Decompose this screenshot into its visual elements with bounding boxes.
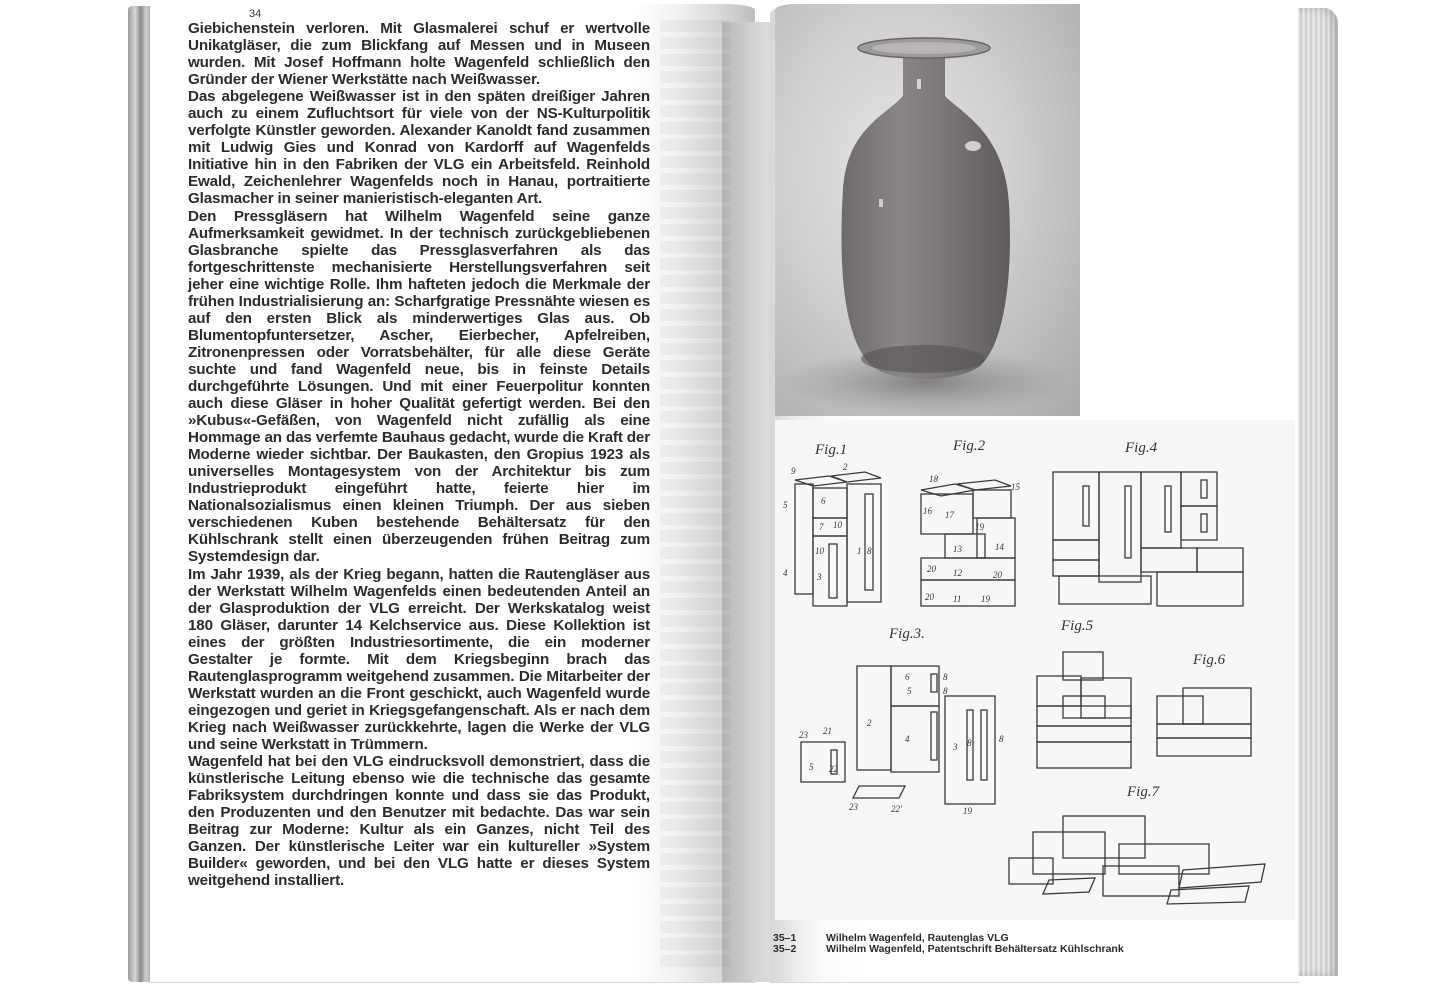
vase-opening: [872, 42, 976, 54]
svg-text:23: 23: [799, 730, 808, 740]
svg-text:23: 23: [849, 802, 858, 812]
svg-text:8: 8: [967, 738, 972, 748]
paragraph: Das abgelegene Weißwasser ist in den späten dreißiger Jahren auch zu einem Zufluchtsort für viele von der NS-Kulturpolitik verfolgte Künstler geworden. Alexander Kanoldt fand zusammen mit Ludwig Gies und Konrad von Kardorff auf Wagenfelds Initiative hin in den Fabriken der VLG ein Arbeitsfeld. Reinhold Ewald, Zeichenlehrer Wagenfelds noch in Hanau, portraitierte Glasmacher in seiner manieristisch-eleganten Art.: [188, 88, 650, 208]
svg-text:13: 13: [953, 544, 962, 554]
svg-text:16: 16: [923, 506, 932, 516]
svg-text:17: 17: [945, 510, 954, 520]
vase-highlight: [965, 141, 981, 151]
svg-text:19: 19: [975, 522, 984, 532]
svg-text:8: 8: [943, 686, 948, 696]
fig6-label: Fig.6: [1193, 652, 1226, 668]
svg-text:19: 19: [963, 806, 972, 816]
svg-text:3: 3: [953, 742, 958, 752]
patent-drawings: [775, 420, 1295, 920]
vase-photo: [775, 4, 1080, 416]
fig1-drawing: [781, 462, 901, 612]
svg-text:5: 5: [809, 762, 814, 772]
svg-text:20: 20: [993, 570, 1002, 580]
fig2-label: Fig.2: [953, 438, 986, 454]
paragraph: Wagenfeld hat bei den VLG eindrucksvoll demonstriert, dass die künstlerische Leitung ebenso wie die technische das gesamte Fabriksystem durchdringen konnte und dass sie das Produkt, den Produzenten und den Benutzer mit bedachte. Das war sein Beitrag zur Moderne: Kultur als ein Ganzes, nicht Teil des Ganzen. Der künstlerische Leiter war ein kultureller »System Builder« geworden, und bei den VLG hatte er dieses System weitgehend installiert.: [188, 753, 650, 890]
fig5-drawing: [1029, 642, 1149, 772]
vase-base: [861, 345, 985, 373]
fig5-label: Fig.5: [1061, 618, 1094, 634]
svg-text:10: 10: [815, 546, 824, 556]
svg-text:20: 20: [925, 592, 934, 602]
fig4-drawing: [1047, 460, 1247, 610]
svg-text:5: 5: [783, 500, 788, 510]
svg-text:8: 8: [943, 672, 948, 682]
svg-text:22: 22: [829, 764, 838, 774]
fig3-drawing: [795, 646, 1025, 816]
svg-text:18: 18: [929, 474, 938, 484]
caption-text: Wilhelm Wagenfeld, Rautenglas VLG: [826, 932, 1009, 944]
svg-text:22': 22': [891, 804, 902, 814]
svg-text:12: 12: [953, 568, 962, 578]
fig4-label: Fig.4: [1125, 440, 1158, 456]
fig7-label: Fig.7: [1127, 784, 1160, 800]
right-page-stack-edge: [1298, 8, 1338, 976]
caption-text: Wilhelm Wagenfeld, Patentschrift Behältersatz Kühlschrank: [826, 943, 1124, 955]
svg-text:11: 11: [953, 594, 962, 604]
svg-text:19: 19: [981, 594, 990, 604]
paragraph: Im Jahr 1939, als der Krieg begann, hatten die Rautengläser aus der Werkstatt Wilhelm Wagenfelds einen bedeutenden Anteil an der Glasproduktion der VLG erreicht. Der Werkskatalog weist 180 Gläser, darunter 14 Kelchservice aus. Diese Kollektion ist eines der größten Industriesortimente, die ein moderner Gestalter je formte. Mit dem Kriegsbeginn brach das Rautenglasprogramm weitgehend zusammen. Die Mitarbeiter der Werkstatt wurden an die Front geschickt, auch Wagenfeld wurde eingezogen und geriet in Kriegsgefangenschaft. Als er nach dem Krieg nach Weißwasser zurückkehrte, lagen die Werke der VLG und seine Werkstatt in Trümmern.: [188, 565, 650, 753]
vase-illustration: [775, 4, 1080, 416]
caption-number: 35–2: [773, 943, 797, 955]
svg-text:10: 10: [833, 520, 842, 530]
fig6-drawing: [1153, 682, 1263, 762]
svg-text:20: 20: [927, 564, 936, 574]
svg-text:7: 7: [819, 522, 824, 532]
vase-highlight: [917, 79, 921, 89]
svg-text:9: 9: [791, 466, 796, 476]
svg-text:2: 2: [843, 462, 848, 472]
body-text: [188, 20, 650, 889]
figure-captions: [773, 933, 1233, 955]
svg-text:5: 5: [907, 686, 912, 696]
svg-text:2: 2: [867, 718, 872, 728]
svg-text:6: 6: [905, 672, 910, 682]
svg-text:1: 1: [857, 546, 862, 556]
svg-text:6: 6: [821, 496, 826, 506]
svg-text:3: 3: [817, 572, 822, 582]
book-gutter: [722, 22, 774, 982]
paragraph: Giebichenstein verloren. Mit Glasmalerei schuf er wertvolle Unikatgläser, die zum Blickfang auf Messen und in Museen wurden. Mit Josef Hoffmann holte Wagenfeld schließlich den Gründer der Wiener Werkstätte nach Weißwasser.: [188, 20, 650, 89]
svg-text:4: 4: [783, 568, 788, 578]
fig2-drawing: [915, 460, 1035, 610]
fig7-drawing: [1003, 806, 1273, 906]
fig3-label: Fig.3.: [889, 626, 925, 642]
svg-text:14: 14: [995, 542, 1004, 552]
fig1-label: Fig.1: [815, 442, 848, 458]
svg-text:8: 8: [999, 734, 1004, 744]
page-number: 34: [249, 8, 262, 20]
caption-row: [773, 944, 1233, 955]
caption-number: 35–1: [773, 932, 797, 944]
vase-body: [841, 52, 1010, 379]
paragraph: Den Pressgläsern hat Wilhelm Wagenfeld seine ganze Aufmerksamkeit gewidmet. In der technisch zurückgebliebenen Glasbranche spielte das Pressglasverfahren als das fortgeschrittenste mechanisierte Herstellungsverfahren seit jeher eine wichtige Rolle. Ihm hafteten jedoch die Merkmale der frühen Industrialisierung an: Scharfgratige Pressnähte wiesen es auf den ersten Blick als minderwertiges Glas aus. Ob Blumentopfuntersetzer, Ascher, Eierbecher, Apfelreiben, Zitronenpressen oder Vorratsbehälter, für alle diese Geräte suchte und fand Wagenfeld neue, bis in feinste Details durchgeführte Lösungen. Und mit einer Feuerpolitur konnten auch diese Gläser in hoher Qualität gefertigt werden. Bei den »Kubus«-Gefäßen, von Wagenfeld nicht zufällig als eine Hommage an das verfemte Bauhaus gedacht, wurde die Kraft der Moderne wieder sichtbar. Der Baukasten, den Gropius 1923 als universelles Montagesystem von der Architektur bis zum Industrieprodukt eingeführt hatte, feierte hier im Nationalsozialismus einen kleinen Triumph. Der aus sieben verschiedenen Kuben bestehende Behältersatz für den Kühlschrank stellt einen überzeugenden frühen Beitrag zum Systemdesign dar.: [188, 207, 650, 566]
svg-text:15: 15: [1011, 482, 1020, 492]
svg-text:8: 8: [867, 546, 872, 556]
svg-text:4: 4: [905, 734, 910, 744]
svg-text:21: 21: [823, 726, 832, 736]
vase-highlight: [879, 199, 883, 207]
